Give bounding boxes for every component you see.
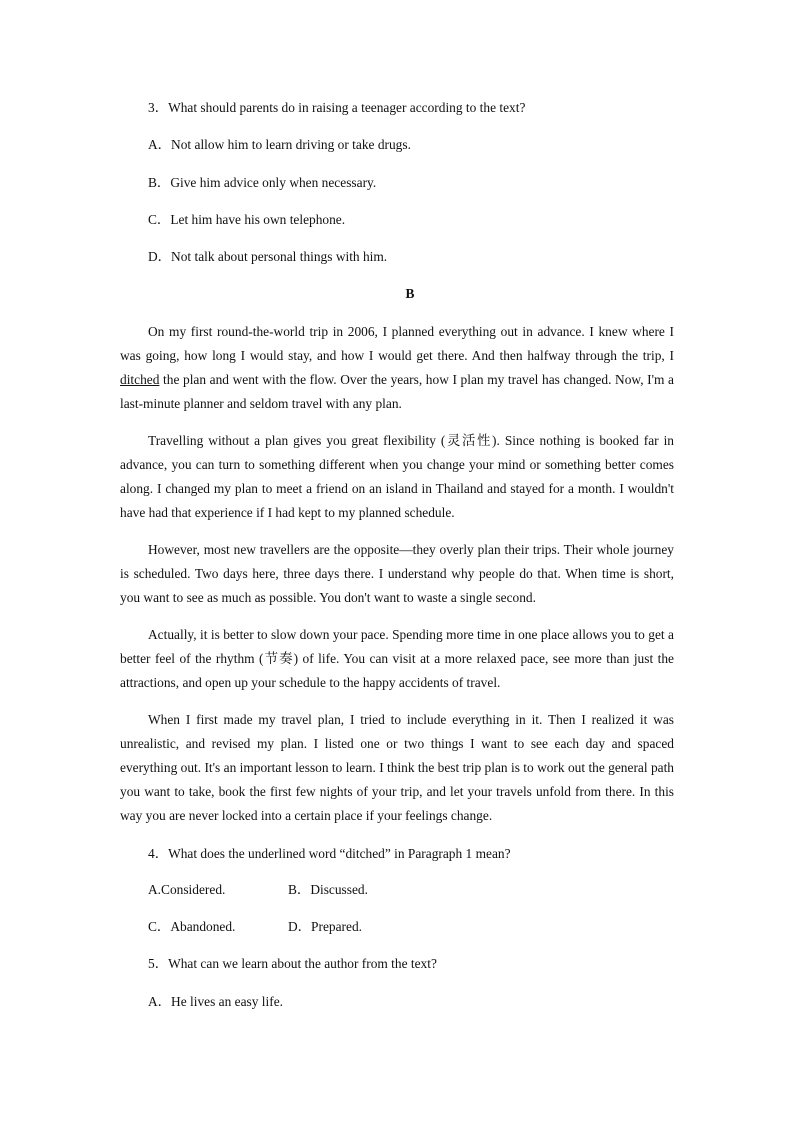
question-3-option-d: D．Not talk about personal things with him.: [148, 249, 388, 264]
question-3-option-a: A．Not allow him to learn driving or take drugs.: [148, 137, 411, 152]
question-4-row-2: [148, 915, 362, 939]
paragraph-1-text-a: On my first round-the-world trip in 2006, I planned everything out in advance. I knew where I was going, how long I would stay, and how I would get there. And then halfway through the trip, I: [120, 324, 674, 363]
question-5-option-a: A．He lives an easy life.: [148, 994, 283, 1009]
question-3-option-c: C．Let him have his own telephone.: [148, 212, 346, 227]
question-3-option-b: B．Give him advice only when necessary.: [148, 175, 377, 190]
paragraph-4: Actually, it is better to slow down your pace. Spending more time in one place allows you to get a better feel of the rhythm (节奏) of life. You can visit at a more relaxed pace, see more than just the attractions, and open up your schedule to the happy accidents of travel.: [120, 627, 674, 690]
paragraph-1: [120, 320, 674, 416]
paragraph-5: When I first made my travel plan, I tried to include everything in it. Then I realized it was unrealistic, and revised my plan. I listed one or two things I want to see each day and spaced everything out. It's an important lesson to learn. I think the best trip plan is to work out the general path you want to take, book the first few nights of your trip, and let your travels unfold from there. In this way you are never locked into a certain place if your feelings change.: [120, 712, 674, 823]
paragraph-3: However, most new travellers are the opposite—they overly plan their trips. Their whole journey is scheduled. Two days here, three days there. I understand why people do that. When time is short, you want to see as much as possible. You don't want to waste a single second.: [120, 542, 674, 605]
passage: [120, 320, 674, 416]
question-4-row-1: [148, 878, 368, 902]
question-5-stem: 5．What can we learn about the author from the text?: [148, 956, 437, 971]
paragraph-1-text-b: the plan and went with the flow. Over the years, how I plan my travel has changed. Now, I'm a last-minute planner and seldom travel with any plan.: [120, 372, 674, 411]
question-3-stem: 3．What should parents do in raising a teenager according to the text?: [148, 100, 526, 115]
section-heading: B: [405, 286, 415, 301]
question-4-option-b: B．Discussed.: [288, 882, 368, 897]
paragraph-2: Travelling without a plan gives you great flexibility (灵活性). Since nothing is booked far in advance, you can turn to something different when you change your mind or something better comes along. I changed my plan to meet a friend on an island in Thailand and stayed for a month. I wouldn't have had that experience if I had kept to my planned schedule.: [120, 433, 674, 520]
question-4-option-c: C．Abandoned.: [148, 919, 236, 934]
question-4-option-d: D．Prepared.: [288, 919, 362, 934]
question-4-option-a: A.Considered.: [148, 882, 226, 897]
question-4-stem: 4．What does the underlined word “ditched” in Paragraph 1 mean?: [148, 846, 511, 861]
underlined-word: ditched: [120, 372, 160, 387]
